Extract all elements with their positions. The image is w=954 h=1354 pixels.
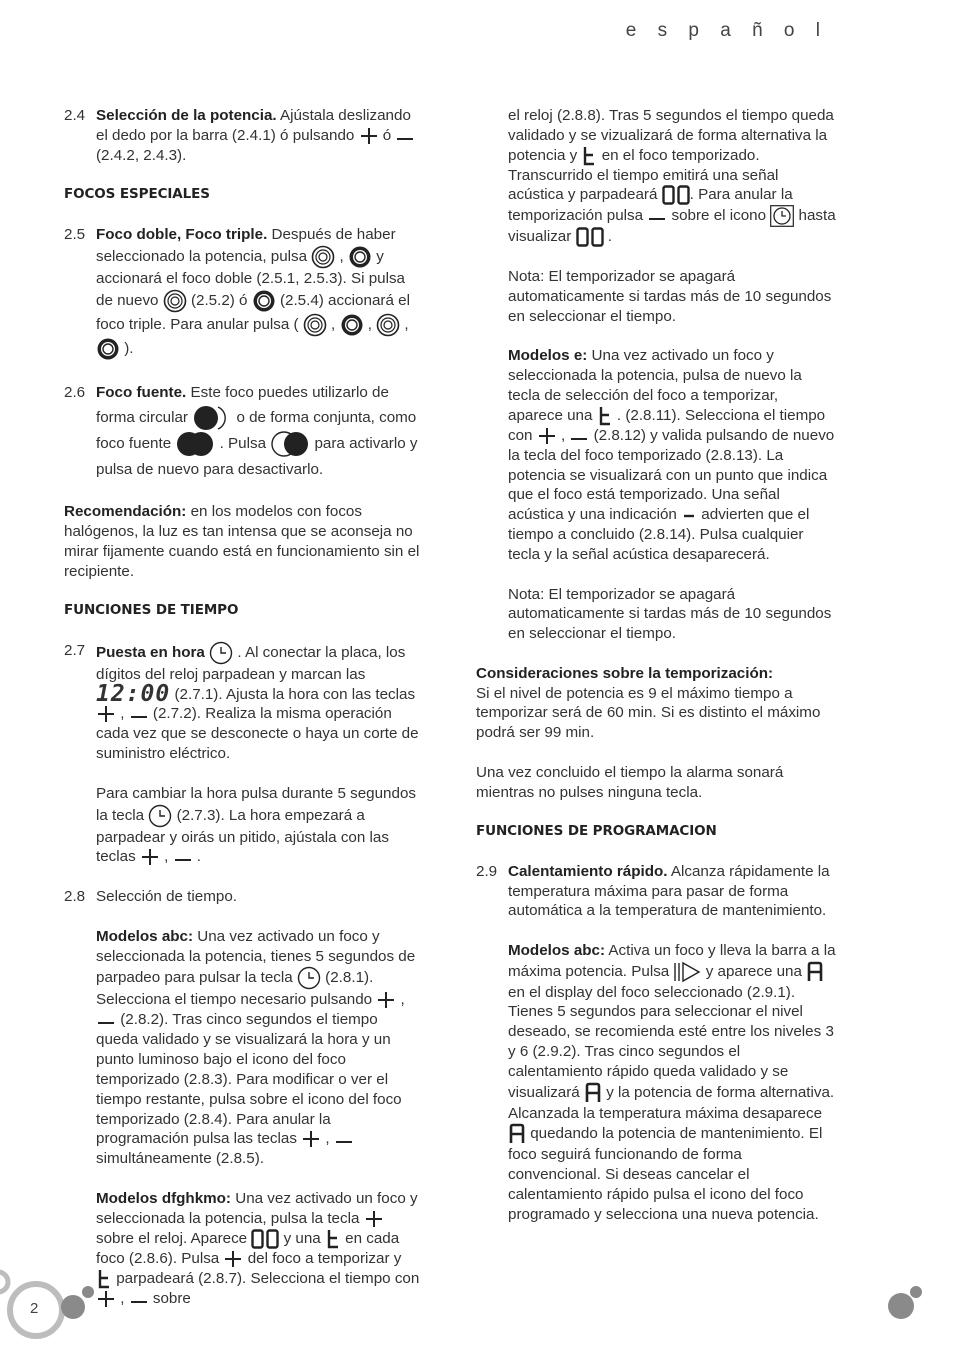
quick-heat-icon [673,961,701,983]
decorative-circles-left [0,1262,110,1354]
decorative-circles-right [880,1280,930,1330]
models-dfghkmo-timer: Modelos dfghkmo: Una vez activado un foco y seleccionada la potencia, pulsa la tecla sobre el reloj. Aparece y una en cada foco (2.8.6). Pulsa del foco a temporizar y parpadeará (2.8.7). Selecciona el tiempo con , sobre [96,1189,420,1307]
plus-icon [140,847,160,867]
heading-funciones-programacion: FUNCIONES DE PROGRAMACION [476,823,717,840]
triple-zone-icon [340,313,364,337]
clock-box-icon [770,205,794,227]
plus-icon [364,1209,384,1229]
double-zero-display-icon [662,185,690,205]
section-2-9: 2.9 Calentamiento rápido. Alcanza rápidamente la temperatura máxima para pasar de forma automática a la temperatura de mantenimiento. Modelos abc: Activa un foco y lleva la barra a la máxima potencia. Pulsa y aparece una en el display del foco seleccionado (2.9.1). Tienes 5 segundos para seleccionar el nivel deseado, se recomienda esté entre los niveles 3 y 6 (2.9.2). Tras cinco segundos el calentamiento rápido queda validado y se visualizará y la potencia de forma alternativa. Alcanzada la temperatura máxima desaparece quedando la potencia de mantenimiento. El foco seguirá funcionando de forma convencional. Si deseas cancelar el calentamiento rápido pulsa el icono del foco programado y selecciona una nueva potencia. [476,862,836,1223]
minus-icon [647,206,667,226]
timer-t-icon [581,146,597,166]
double-zero-display-icon [576,227,604,247]
minus-icon [129,1289,149,1309]
section-2-5: 2.5 Foco doble, Foco triple. Después de haber seleccionado la potencia, pulsa , y accionará el foco doble (2.5.1, 2.5.3). Si pulsa de nuevo (2.5.2) ó (2.5.4) accionará el foco triple. Para anular pulsa ( , , , ). [64,225,420,361]
note-1: Nota: El temporizador se apagará automaticamente si tardas más de 10 segundos en seleccionar el tiempo. [508,268,832,325]
clock-icon [148,804,172,828]
timer-t-icon [325,1229,341,1249]
minus-icon [569,426,589,446]
plus-icon [537,426,557,446]
double-zone-icon [303,313,327,337]
double-zone-icon [163,289,187,313]
left-column [64,106,420,1329]
heading-focos-especiales: FOCOS ESPECIALES [64,186,210,203]
right-column [476,106,836,1244]
note-2: Nota: El temporizador se apagará automaticamente si tardas más de 10 segundos en seleccionar el tiempo. [508,585,832,643]
models-abc-quick-heat: Modelos abc: Activa un foco y lleva la barra a la máxima potencia. Pulsa y aparece una en el display del foco seleccionado (2.9.1). Tienes 5 segundos para seleccionar el nivel deseado, se recomienda esté entre los niveles 3 y 6 (2.9.2). Tras cinco segundos el calentamiento rápido queda validado y se visualizará y la potencia de forma alternativa. Alcanzada la temperatura máxima desaparece quedando la potencia de mantenimiento. El foco seguirá funcionando de forma convencional. Si deseas cancelar el calentamiento rápido pulsa el icono del foco programado y selecciona una nueva potencia. [508,941,836,1223]
minus-icon [395,126,415,146]
double-zone-icon [376,313,400,337]
plus-icon [96,704,116,724]
double-zone-icon [311,245,335,269]
minus-icon [129,704,149,724]
section-2-7: 2.7 Puesta en hora . Al conectar la placa, los dígitos del reloj parpadean y marcan las 12:00 (2.7.1). Ajusta la hora con las teclas , (2.7.2). Realiza la misma operación cada vez que se desconecte o haya un corte de suministro eléctrico. Para cambiar la hora pulsa durante 5 segundos la tecla (2.7.3). La hora empezará a parpadear y oirás un pitido, ajústala con las teclas , . [64,641,419,866]
minus-icon [334,1129,354,1149]
triple-zone-icon [252,289,276,313]
circular-zone-icon [192,405,232,431]
alarm-note: Una vez concluido el tiempo la alarma sonará mientras no pulses ninguna tecla. [476,763,784,801]
minus-icon [96,1010,116,1030]
fountain-zone-toggle-icon [270,431,310,457]
page-number: 2 [30,1300,39,1317]
timer-t-icon [597,406,613,426]
section-2-8: 2.8 Selección de tiempo. Modelos abc: Una vez activado un foco y seleccionada la potencia, tienes 5 segundos de parpadeo para pulsar la tecla (2.8.1). Selecciona el tiempo necesario pulsando , (2.8.2). Tras cinco segundos el tiempo queda validado y se visualizará la hora y un punto luminoso bajo el icono del foco temporizado (2.8.3). Para modificar o ver el tiempo restante, pulsa sobre el icono del foco temporizado (2.8.4). Para anular la programación pulsa las teclas , simultáneamente (2.8.5). Modelos dfghkmo: Una vez activado un foco y seleccionada la potencia, pulsa la tecla sobre el reloj. Aparece y una en cada foco (2.8.6). Pulsa del foco a temporizar y parpadeará (2.8.7). Selecciona el tiempo con , sobre [64,888,420,1307]
timer-considerations: Consideraciones sobre la temporización: Si el nivel de potencia es 9 el máximo tiempo a temporizar será de 60 min. Si es distinto el máximo podrá ser 99 min. [476,664,821,742]
clock-display: 12:00 [96,680,171,707]
language-label: e s p a ñ o l [625,20,828,41]
fountain-zone-icon [175,431,215,457]
minus-icon [173,847,193,867]
triple-zone-icon [348,245,372,269]
plus-icon [301,1129,321,1149]
models-e-timer: Modelos e: Una vez activado un foco y seleccionada la potencia, pulsa de nuevo la tecla de selección del foco a temporizar, aparece una . (2.8.11). Selecciona el tiempo con , (2.8.12) y valida pulsando de nuevo la tecla del foco temporizado (2.8.13). La potencia se visualizará con un punto que indica que el foco está temporizado. Una señal acústica y una indicación advierten que el tiempo a concluido (2.8.14). Pulsa cualquier tecla y la señal acústica desaparecerá. [508,347,835,563]
triple-zone-icon [96,337,120,361]
timer-continuation: el reloj (2.8.8). Tras 5 segundos el tiempo queda validado y se vizualizará de forma alternativa la potencia y en el foco temporizado. Transcurrido el tiempo emitirá una señal acústica y parpadeará . Para anular la temporización pulsa sobre el icono hasta visualizar . [508,107,836,246]
a-display-icon [508,1123,526,1145]
section-2-4: 2.4 Selección de la potencia. Ajústala deslizando el dedo por la barra (2.4.1) ó pulsando ó (2.4.2, 2.4.3). [64,106,420,166]
plus-icon [359,126,379,146]
heading-funciones-tiempo: FUNCIONES DE TIEMPO [64,602,239,619]
plus-icon [376,990,396,1010]
double-zero-display-icon [251,1229,279,1249]
clock-icon [297,966,321,990]
models-abc-timer: Modelos abc: Una vez activado un foco y seleccionada la potencia, tienes 5 segundos de parpadeo para pulsar la tecla (2.8.1). Selecciona el tiempo necesario pulsando , (2.8.2). Tras cinco segundos el tiempo queda validado y se visualizará la hora y un punto luminoso bajo el icono del foco temporizado (2.8.3). Para modificar o ver el tiempo restante, pulsa sobre el icono del foco temporizado (2.8.4). Para anular la programación pulsa las teclas , simultáneamente (2.8.5). [96,927,416,1168]
section-2-6: 2.6 Foco fuente. Este foco puedes utilizarlo de forma circular o de forma conjunta, como foco fuente . Pulsa para activarlo y pulsa de nuevo para desactivarlo. [64,384,418,479]
a-display-icon [584,1082,602,1104]
dash-indicator-icon [681,505,697,525]
a-display-icon [806,961,824,983]
recommendation: Recomendación: en los modelos con focos halógenos, la luz es tan intensa que se aconseja no mirar fijamente cuando está en funcionamiento sin el recipiente. [64,503,420,580]
clock-icon [209,641,233,665]
plus-icon [223,1249,243,1269]
